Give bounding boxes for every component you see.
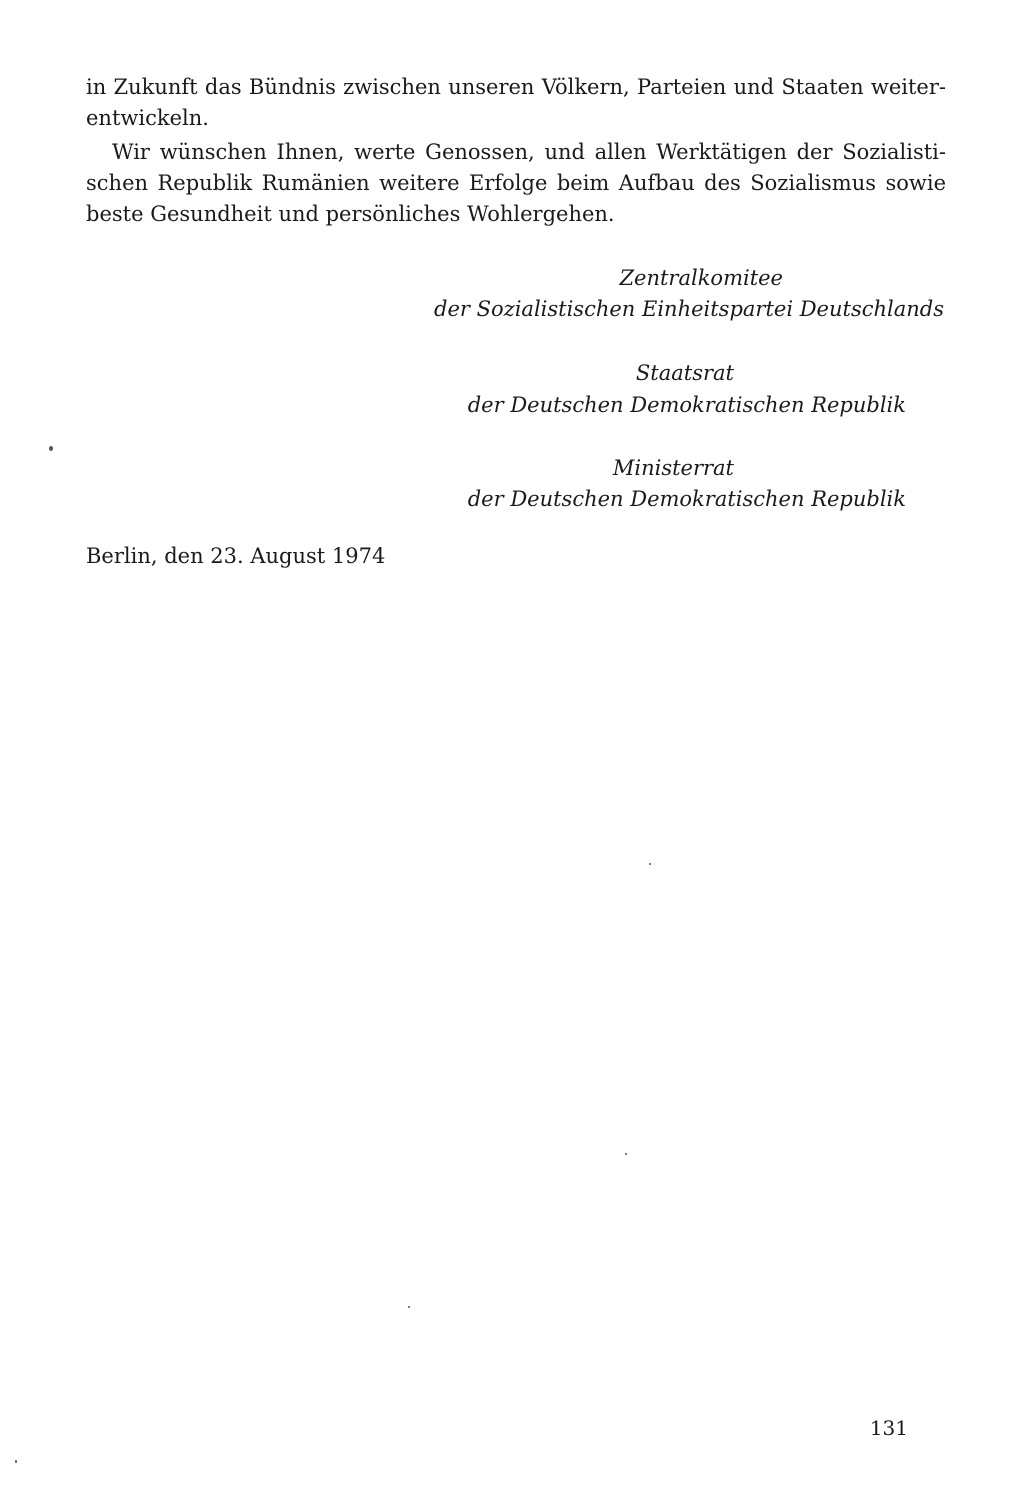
signature-central-committee-title: Zentralkomitee xyxy=(619,266,783,290)
scan-speck xyxy=(625,1153,627,1155)
place-and-date: Berlin, den 23. August 1974 xyxy=(86,544,386,568)
paragraph-1-line-1: in Zukunft das Bündnis zwischen unseren Völkern, Parteien und Staaten weiter- xyxy=(86,75,946,99)
signature-state-council-title: Staatsrat xyxy=(635,361,734,385)
signature-central-committee-subtitle: der Sozialistischen Einheitspartei Deutschlands xyxy=(434,297,944,321)
paragraph-2-line-1: Wir wünschen Ihnen, werte Genossen, und allen Werktätigen der Sozialisti- xyxy=(112,140,946,164)
paragraph-2-line-2: schen Republik Rumänien weitere Erfolge beim Aufbau des Sozialismus sowie xyxy=(86,171,946,195)
signature-state-council-subtitle: der Deutschen Demokratischen Republik xyxy=(467,393,906,417)
scan-speck xyxy=(49,446,53,451)
paragraph-1-line-2: entwickeln. xyxy=(86,106,209,130)
signature-council-of-ministers-title: Ministerrat xyxy=(612,456,734,480)
scan-speck xyxy=(15,1460,17,1463)
scan-speck xyxy=(408,1306,410,1308)
page-number: 131 xyxy=(869,1416,908,1440)
paragraph-2-line-3: beste Gesundheit und persönliches Wohlergehen. xyxy=(86,202,615,226)
signature-council-of-ministers-subtitle: der Deutschen Demokratischen Republik xyxy=(467,487,906,511)
scan-speck xyxy=(649,863,651,865)
